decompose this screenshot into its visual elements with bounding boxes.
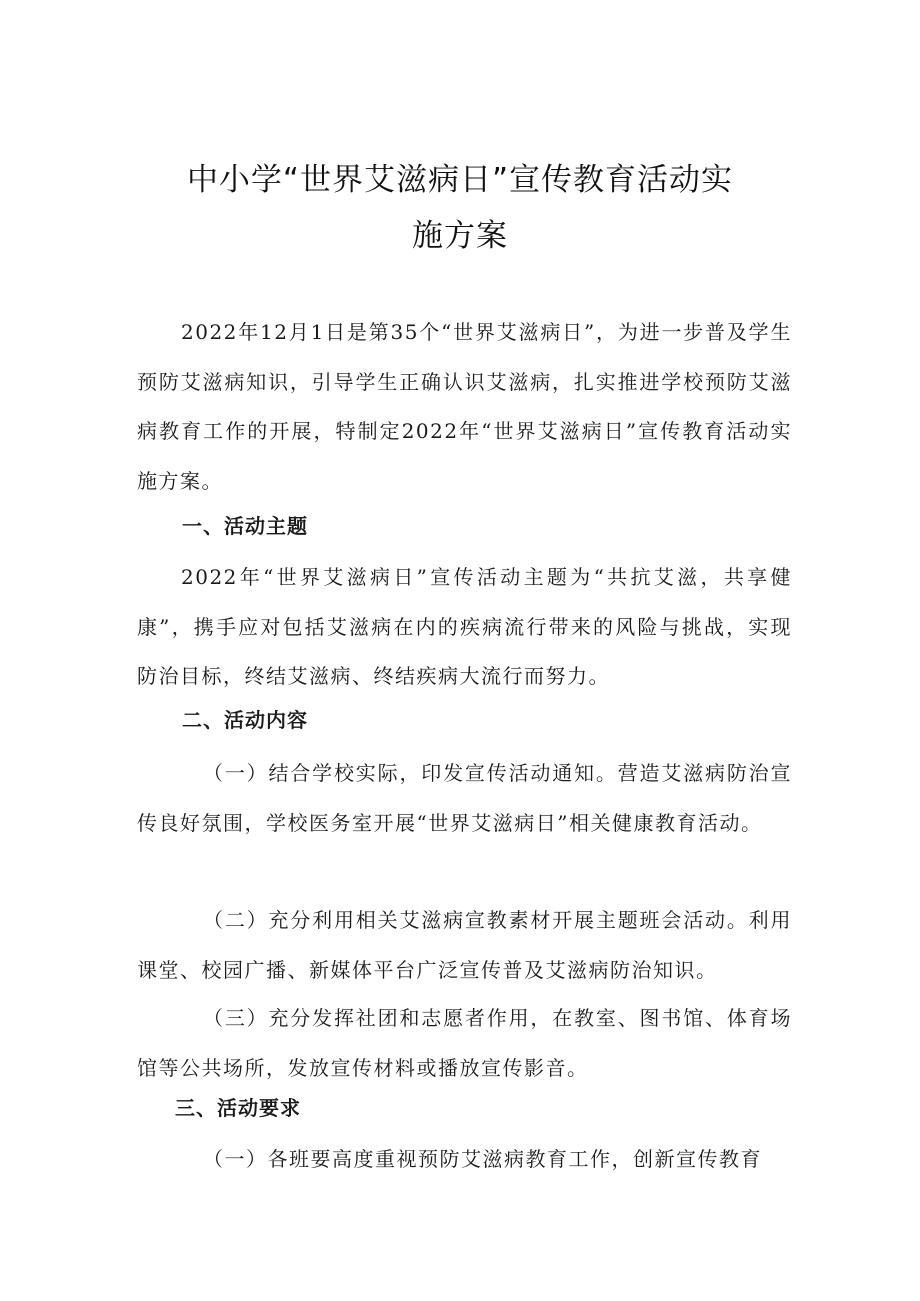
section-1-heading: 一、活动主题 [182,514,308,538]
document-title-line-1: 中小学“世界艾滋病日”宣传教育活动实 [186,162,734,198]
section-3-item-1: （一）各班要高度重视预防艾滋病教育工作，创新宣传教育 [203,1147,762,1171]
section-3-heading: 三、活动要求 [175,1096,301,1120]
intro-paragraph: 2022年12月1日是第35个“世界艾滋病日”，为进一步普及学生预防艾滋病知识，引导学生正确认识艾滋病，扎实推进学校预防艾滋病教育工作的开展，特制定2022年“世界艾滋病日”宣传教育活动实施方案。 [137,320,792,494]
section-2-heading: 二、活动内容 [182,708,308,732]
section-2-item-3: （三）充分发挥社团和志愿者作用，在教室、图书馆、体育场馆等公共场所，发放宣传材料或播放宣传影音。 [137,1006,792,1080]
section-1-paragraph: 2022年“世界艾滋病日”宣传活动主题为“共抗艾滋，共享健康”，携手应对包括艾滋病在内的疾病流行带来的风险与挑战，实现防治目标，终结艾滋病、终结疾病大流行而努力。 [137,565,792,689]
section-2-item-1: （一）结合学校实际，印发宣传活动通知。营造艾滋病防治宣传良好氛围，学校医务室开展“世界艾滋病日”相关健康教育活动。 [137,761,792,835]
section-2-item-2: （二）充分利用相关艾滋病宣教素材开展主题班会活动。利用课堂、校园广播、新媒体平台广泛宣传普及艾滋病防治知识。 [137,908,792,982]
document-title-line-2: 施方案 [412,218,508,254]
